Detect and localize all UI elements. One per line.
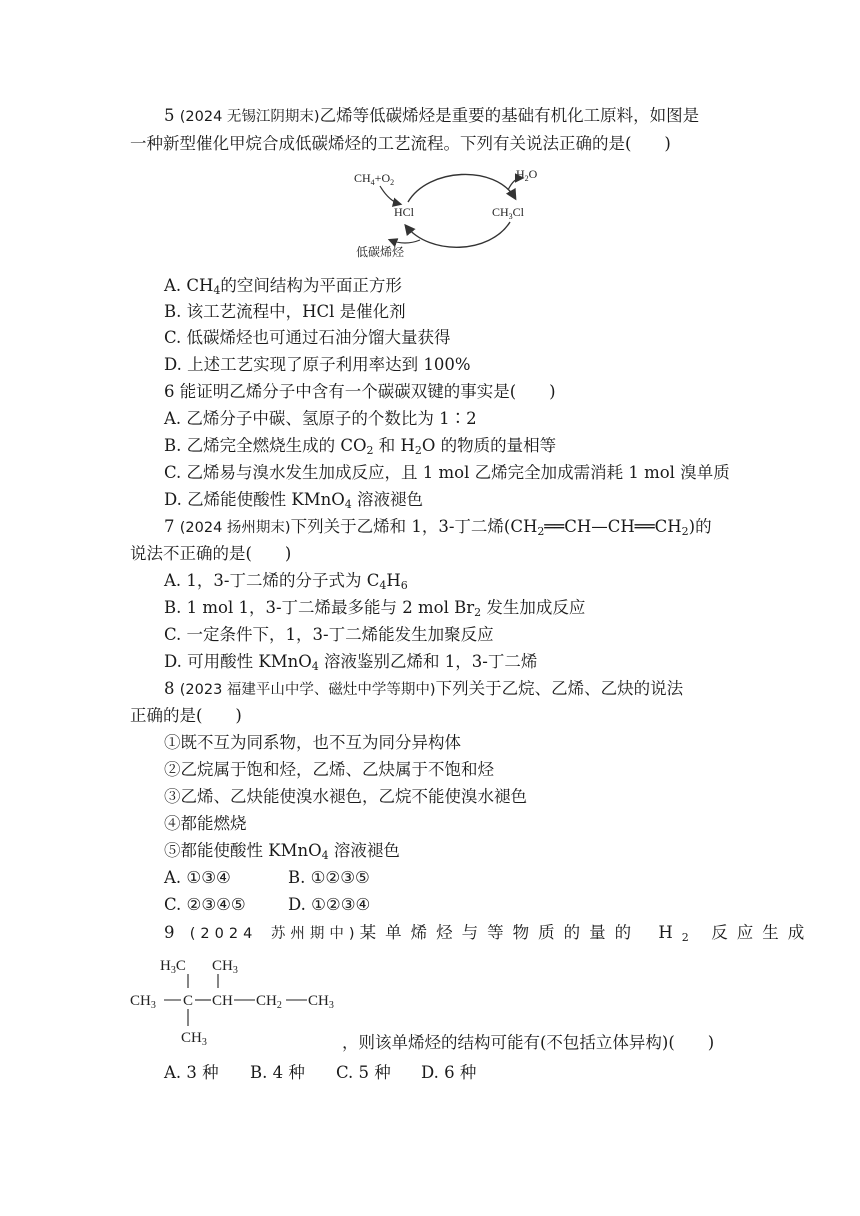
q9-option-d: D. 6 种 [421,1063,477,1082]
q9-stem-tail: ，则该单烯烃的结构可能有(不包括立体异构)( ) [342,1033,715,1052]
q5-option-a: A. $CH_4$的空间结构为平面正方形 [164,276,402,297]
q5-diagram-bottom-arrow [406,222,510,247]
q5-stem-text1: 乙烯等低碳烯烃是重要的基础有机化工原料，如图是 [319,106,700,125]
q5-source: (2024 无锡江阴期末) [179,109,320,125]
q7-option-d: D. 可用酸性 KMnO$_4$ 溶液鉴别乙烯和 1，3-丁二烯 [164,652,538,673]
q9-ch3-right: $CH_3$ [308,993,334,1011]
q8-statement-2: ②乙烷属于饱和烃，乙烯、乙炔属于不饱和烃 [164,760,494,779]
q5-stem-line1 [164,104,699,129]
q9-option-b: B. 4 种 [250,1063,305,1082]
q5-option-b: B. 该工艺流程中，HCl 是催化剂 [164,302,406,321]
q9-h3c-top-left: $H_3C$ [160,958,186,976]
q9-ch3-left: $CH_3$ [130,993,156,1011]
q9-structural-formula [128,950,358,1050]
q5-diagram-hcl-label: HCl [394,205,415,219]
q5-option-c: C. 低碳烯烃也可通过石油分馏大量获得 [164,328,451,347]
q7-option-c: C. 一定条件下，1，3-丁二烯能发生加聚反应 [164,625,494,644]
q9-c-center: C [183,993,194,1009]
q6-option-d: D. 乙烯能使酸性 KMnO$_4$ 溶液褪色 [164,490,424,511]
q5-diagram-ch3cl-label: $CH_3Cl$ [492,205,525,221]
q5-stem-line2: 一种新型催化甲烷合成低碳烯烃的工艺流程。下列有关说法正确的是( ) [130,134,671,153]
q5-process-diagram [350,164,560,262]
q8-stem-line2: 正确的是( ) [130,706,242,725]
q8-stem-line1: 8 (2023 福建平山中学、磁灶中学等期中)下列关于乙烷、乙烯、乙炔的说法 [164,679,684,698]
q8-statement-3: ③乙烯、乙炔能使溴水褪色，乙烷不能使溴水褪色 [164,787,527,806]
q9-ch2: $CH_2$ [256,993,282,1011]
q5-diagram-input-label: $CH_4+O_2$ [354,171,395,187]
q5-diagram-product-arrow [390,240,420,243]
q8-statement-5: ⑤都能使酸性 KMnO$_4$ 溶液褪色 [164,841,400,862]
q8-statement-1: ①既不互为同系物，也不互为同分异构体 [164,733,461,752]
q5-diagram-product-label: 低碳烯烃 [356,245,405,259]
q9-ch: CH [212,993,233,1009]
q5-diagram-h2o-label: $H_2O$ [516,167,538,183]
q8-option-b: B. ①②③⑤ [288,868,370,887]
q8-source: (2023 福建平山中学、磁灶中学等期中) [179,682,436,698]
q6-stem: 6 能证明乙烯分子中含有一个碳碳双键的事实是( ) [164,382,556,401]
q8-option-a: A. ①③④ [164,868,231,887]
q9-stem-line1: 9 (2024 苏州期中)某单烯烃与等物质的量的 $H_2$ 反应生成 [164,923,814,944]
q7-stem-line2: 说法不正确的是( ) [130,544,292,563]
q5-diagram-input-arrow [380,186,400,204]
q9-ch3-bottom: $CH_3$ [181,1030,207,1048]
q9-option-a: A. 3 种 [164,1063,219,1082]
q9-ch3-top: $CH_3$ [212,958,238,976]
q5-diagram-top-arrow [408,174,515,202]
q8-option-d: D. ①②③④ [288,895,371,914]
q5-number: 5 [164,106,175,125]
q7-option-b: B. 1 mol 1，3-丁二烯最多能与 2 mol $Br_2$ 发生加成反应 [164,598,586,619]
q9-source: (2024 苏州期中) [189,926,360,942]
q7-option-a: A. 1，3-丁二烯的分子式为 $C_4H_6$ [164,571,408,592]
q5-option-d: D. 上述工艺实现了原子利用率达到 100% [164,355,471,374]
q6-option-b: B. 乙烯完全燃烧生成的 $CO_2$ 和 $H_2O$ 的物质的量相等 [164,436,557,457]
q9-option-c: C. 5 种 [336,1063,391,1082]
q8-option-c: C. ②③④⑤ [164,895,246,914]
q8-statement-4: ④都能燃烧 [164,814,247,833]
q7-stem-line1: 7 (2024 扬州期末)下列关于乙烯和 1，3-丁二烯$(CH_2══CH—CH══CH_2)$的 [164,517,712,538]
q6-option-c: C. 乙烯易与溴水发生加成反应，且 1 mol 乙烯完全加成需消耗 1 mol 溴单质 [164,463,730,482]
q6-option-a: A. 乙烯分子中碳、氢原子的个数比为 1∶2 [164,409,477,428]
q7-source: (2024 扬州期末) [179,520,291,536]
